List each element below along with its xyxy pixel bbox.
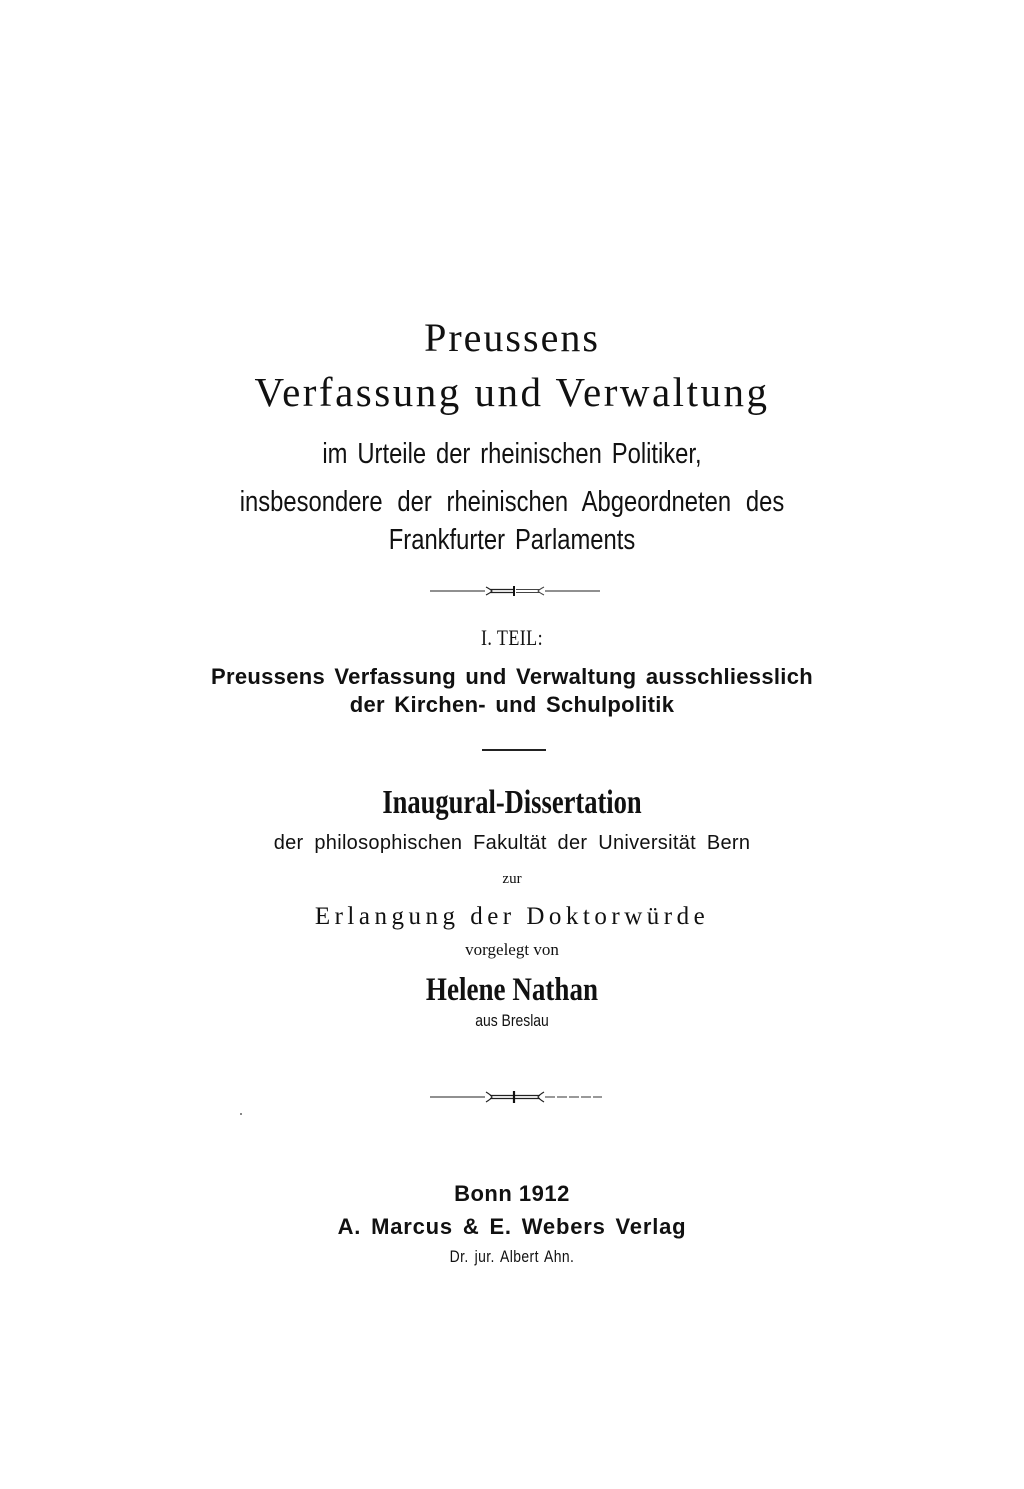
zur-line: zur: [502, 871, 522, 887]
short-rule-divider: [482, 749, 546, 751]
purpose-line: Erlangung der Doktorwürde: [314, 903, 710, 930]
imprint-place-year: Bonn 1912: [454, 1181, 570, 1206]
presented-by-line: vorgelegt von: [465, 940, 559, 959]
part-title-line-1: Preussens Verfassung und Verwaltung ausschliesslich: [211, 664, 813, 689]
scan-speck: [240, 1113, 242, 1115]
part-title-line-2: der Kirchen- und Schulpolitik: [349, 692, 675, 717]
title-line-1: Preussens: [424, 315, 600, 360]
subtitle-line-1: im Urteile der rheinischen Politiker,: [322, 438, 702, 470]
ornament-divider-icon: [430, 1089, 602, 1105]
imprint-proprietor: Dr. jur. Albert Ahn.: [449, 1247, 575, 1266]
title-line-2: Verfassung und Verwaltung: [254, 369, 770, 415]
faculty-line: der philosophischen Fakultät der Universität Bern: [273, 832, 751, 854]
ornament-divider-icon: [430, 584, 600, 598]
dissertation-heading: Inaugural-Dissertation: [382, 784, 642, 821]
author-name: Helene Nathan: [425, 972, 599, 1008]
subtitle-line-3: Frankfurter Parlaments: [388, 524, 636, 556]
imprint-publisher: A. Marcus & E. Webers Verlag: [337, 1214, 687, 1239]
author-origin: aus Breslau: [475, 1011, 549, 1030]
part-label: I. TEIL:: [480, 625, 544, 650]
subtitle-line-2: insbesondere der rheinischen Abgeordneten des: [239, 486, 785, 518]
